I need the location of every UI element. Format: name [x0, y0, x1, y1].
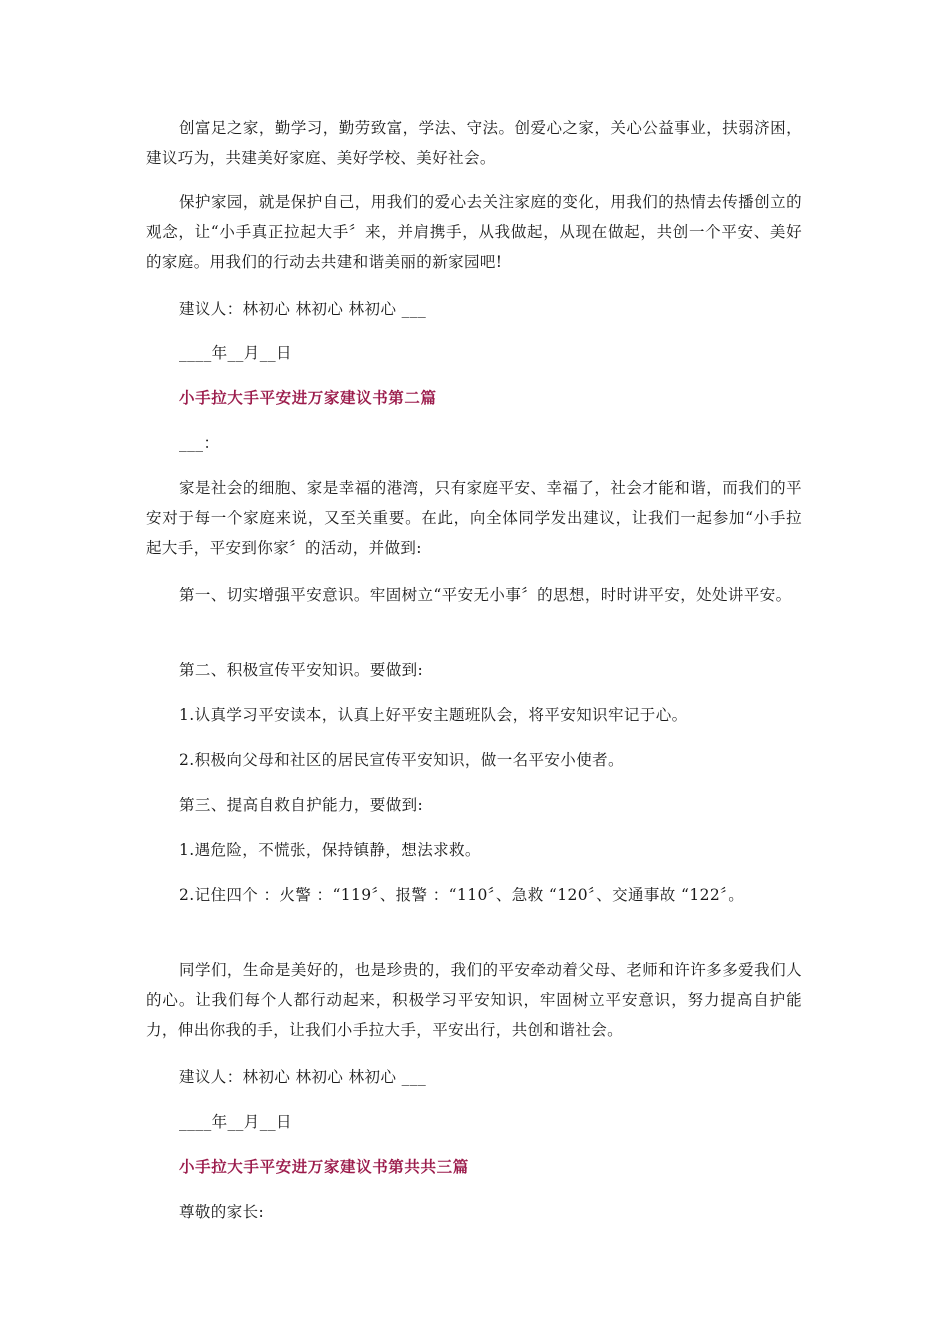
- signature-line-2: 建议人：林初心 林初心 林初心 ___: [179, 1068, 427, 1086]
- section-heading-2: 小手拉大手平安进万家建议书第二篇: [179, 388, 437, 407]
- list-item-2-1: 1.认真学习平安读本，认真上好平安主题班队会，将平安知识牢记于心。: [179, 706, 688, 724]
- paragraph-point-one: 第一、切实增强平安意识。牢固树立“平安无小事〞的思想，时时讲平安，处处讲平安。: [179, 586, 792, 604]
- list-item-3-1: 1.遇危险，不慌张，保持镇静，想法求救。: [179, 841, 481, 859]
- salutation-3: 尊敬的家长:: [179, 1203, 265, 1221]
- date-line-1: ____年__月__日: [179, 344, 292, 362]
- paragraph-protect-home: 保护家园，就是保护自己，用我们的爱心去关注家庭的变化，用我们的热情去传播创立的观念，让“小手真正拉起大手〞来，并肩携手，从我做起，从现在做起，共创一个平安、美好的家庭。用我们的行动去共建和谐美丽的新家园吧!: [146, 193, 802, 271]
- paragraph-point-two: 第二、积极宣传平安知识。要做到:: [179, 661, 424, 679]
- paragraph-closing: 同学们，生命是美好的，也是珍贵的，我们的平安牵动着父母、老师和许许多多爱我们人的心。让我们每个人都行动起来，积极学习平安知识，牢固树立平安意识，努力提高自护能力，伸出你我的手，让我们小手拉大手，平安出行，共创和谐社会。: [146, 961, 802, 1039]
- salutation-2: ___：: [179, 434, 220, 452]
- list-item-2-2: 2.积极向父母和社区的居民宣传平安知识，做一名平安小使者。: [179, 751, 624, 769]
- list-item-3-2: 2.记住四个 ：火警 ：“119〞、报警 ：“110〞、急救 “120〞、交通事故 “122〞。: [179, 886, 745, 904]
- paragraph-rich-home: 创富足之家，勤学习，勤劳致富，学法、守法。创爱心之家，关心公益事业，扶弱济困，建议巧为，共建美好家庭、美好学校、美好社会。: [146, 119, 802, 167]
- signature-line-1: 建议人：林初心 林初心 林初心 ___: [179, 300, 427, 318]
- paragraph-family-cell: 家是社会的细胞、家是幸福的港湾，只有家庭平安、幸福了，社会才能和谐，而我们的平安对于每一个家庭来说，又至关重要。在此，向全体同学发出建议，让我们一起参加“小手拉起大手，平安到你家〞的活动，并做到:: [146, 479, 802, 557]
- paragraph-point-three: 第三、提高自救自护能力，要做到:: [179, 796, 424, 814]
- date-line-2: ____年__月__日: [179, 1113, 292, 1131]
- section-heading-3: 小手拉大手平安进万家建议书第共共三篇: [179, 1157, 469, 1176]
